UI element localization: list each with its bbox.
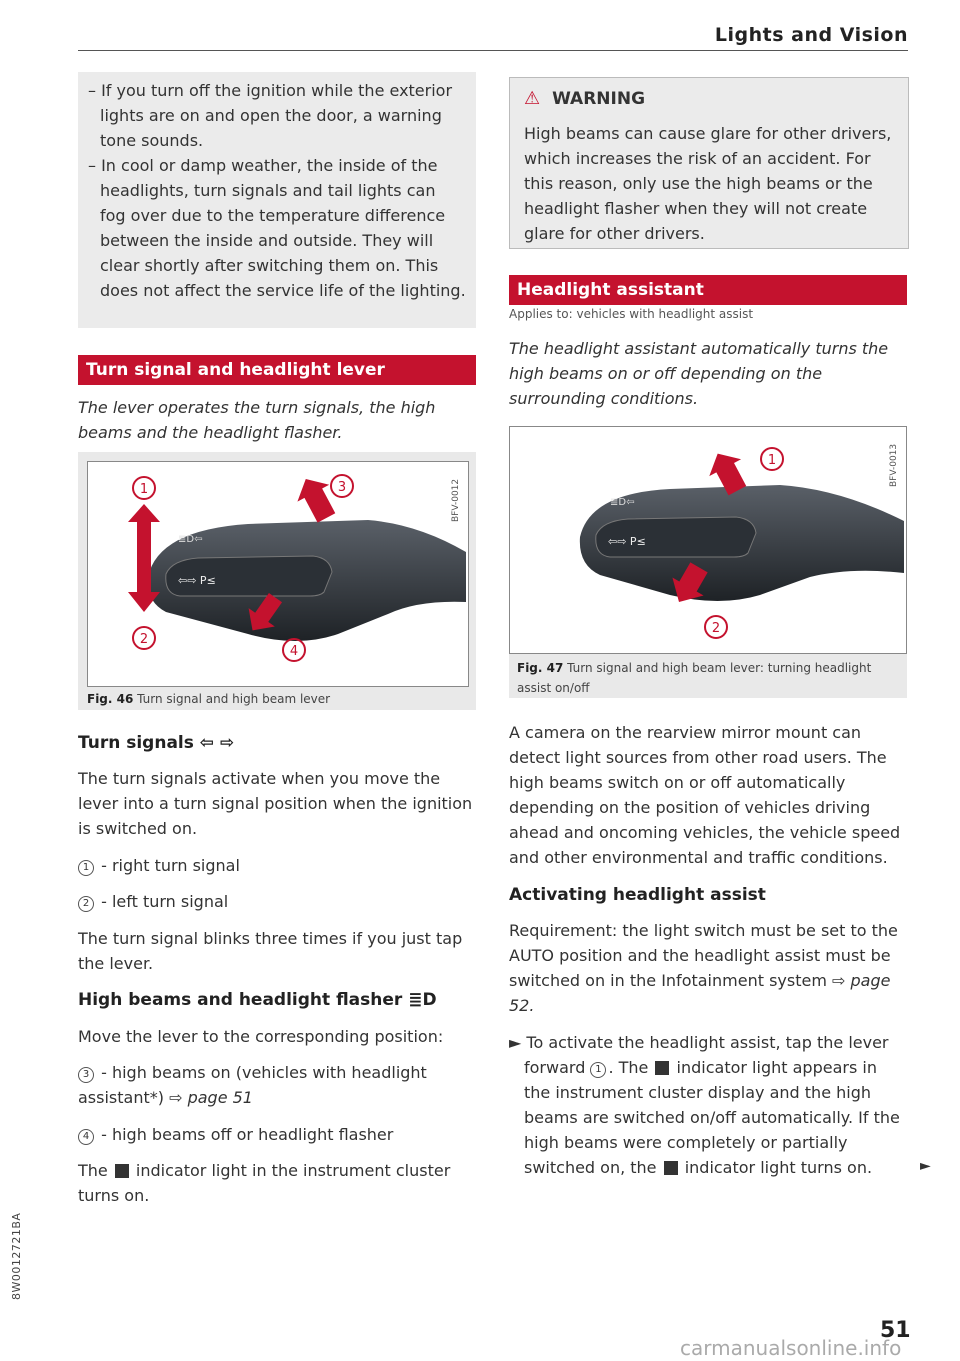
note-box [78,72,476,328]
figure-code: BFV-0012 [451,478,461,522]
section-intro: The headlight assistant automatically turns the high beams on or off depending on the surrounding conditions. [509,339,889,408]
figure-label: Fig. 47 [517,661,564,675]
warning-header: ⚠ WARNING [524,88,646,109]
lever-icons: ≣D⇦ [178,534,203,545]
activating-heading: Activating headlight assist [509,885,766,905]
callout-marker: 3 [78,1067,94,1083]
watermark: carmanualsonline.info [680,1336,902,1360]
list-item: 2 - left turn signal [78,889,228,914]
section-title-headlight-assistant: Headlight assistant [509,275,907,305]
figure-46-frame [87,461,469,687]
callout-4: 4 [289,644,299,659]
list-item: 3 - high beams on (vehicles with headlight assistant*) ⇨ page 51 [78,1063,427,1107]
callout-1: 1 [767,453,777,468]
figure-46 [78,452,476,710]
document-code: 8W0012721BA [10,1212,23,1300]
blink-text: The turn signal blinks three times if you just tap the lever. [78,929,463,973]
svg-text:≣D⇦: ≣D⇦ [610,497,635,508]
section-title-turn-signal: Turn signal and headlight lever [78,355,476,385]
auto-headlight-indicator-icon [655,1061,669,1075]
high-beam-indicator-icon [664,1161,678,1175]
lever-illustration [88,462,468,686]
move-text: Move the lever to the corresponding position: [78,1027,444,1046]
applies-to: Applies to: vehicles with headlight assist [509,307,754,321]
list-item: 1 - right turn signal [78,853,240,878]
callout-1: 1 [139,482,149,497]
callout-3: 3 [337,480,347,495]
warning-text: High beams can cause glare for other drivers, which increases the risk of an accident. For this reason, only use the high beams or the headlight flasher when they will not create glare for other drivers. [524,124,892,243]
figure-caption-text: Turn signal and high beam lever: turning headlight assist on/off [517,661,872,695]
page-number: 51 [880,1318,911,1343]
note-item: – If you turn off the ignition while the exterior lights are on and open the door, a warning tone sounds. [88,81,453,150]
callout-2: 2 [711,621,721,636]
warning-box [509,77,909,249]
figure-caption-text: Turn signal and high beam lever [137,692,331,706]
section-intro: The lever operates the turn signals, the high beams and the headlight flasher. [78,398,436,442]
turn-signals-heading: Turn signals ⇦ ⇨ [78,733,235,753]
activate-step: ► To activate the headlight assist, tap the lever forward 1 . The indicator light appears in the instrument cluster display and the high beams are switched on/off automatically. If the high beams were completely or partially switched on, the indicator light turns on. [509,1033,900,1177]
warning-icon: ⚠ [524,88,541,109]
running-header: Lights and Vision [714,24,908,46]
camera-text: A camera on the rearview mirror mount can detect light sources from other road users. The high beams switch on or off automatically depending on the position of vehicles driving ahead and oncoming vehicles, the vehicle speed and other environmental and traffic conditions. [509,723,901,867]
figure-code: BFV-0013 [889,443,899,487]
high-beam-indicator-icon [115,1164,129,1178]
note-item: – In cool or damp weather, the inside of the headlights, turn signals and tail lights can fog over due to the temperature difference between the inside and outside. They will clear shortly after switching them on. This does not affect the service life of the lighting. [88,156,466,300]
callout-marker: 4 [78,1129,94,1145]
figure-47-frame [509,426,907,654]
list-item: 4 - high beams off or headlight flasher [78,1122,393,1147]
turn-signals-text: The turn signals activate when you move the lever into a turn signal position when the ignition is switched on. [78,769,473,838]
lever-label: ⇦⇨ P≤ [178,574,216,587]
callout-marker: 1 [78,860,94,876]
figure-caption [87,689,330,709]
indicator-text: The indicator light in the instrument cluster turns on. [78,1161,451,1205]
requirement-text: Requirement: the light switch must be set to the AUTO position and the headlight assist must be switched on in the Infotainment system ⇨ page 52. [509,921,898,1015]
figure-47 [509,426,907,698]
continue-arrow-icon: ► [920,1158,931,1174]
callout-2: 2 [139,632,149,647]
svg-text:⇦⇨ P≤: ⇦⇨ P≤ [608,535,646,548]
figure-label: Fig. 46 [87,692,134,706]
page-link[interactable]: ⇨ page 52. [509,971,891,1015]
figure-caption [517,658,902,698]
arrow-up-icon [128,504,160,560]
high-beams-heading: High beams and headlight flasher ≣D [78,990,437,1010]
page-link[interactable]: ⇨ page 51 [169,1088,253,1107]
lever-illustration [510,427,906,653]
header-rule [78,50,908,51]
callout-marker: 2 [78,896,94,912]
callout-marker: 1 [590,1062,606,1078]
